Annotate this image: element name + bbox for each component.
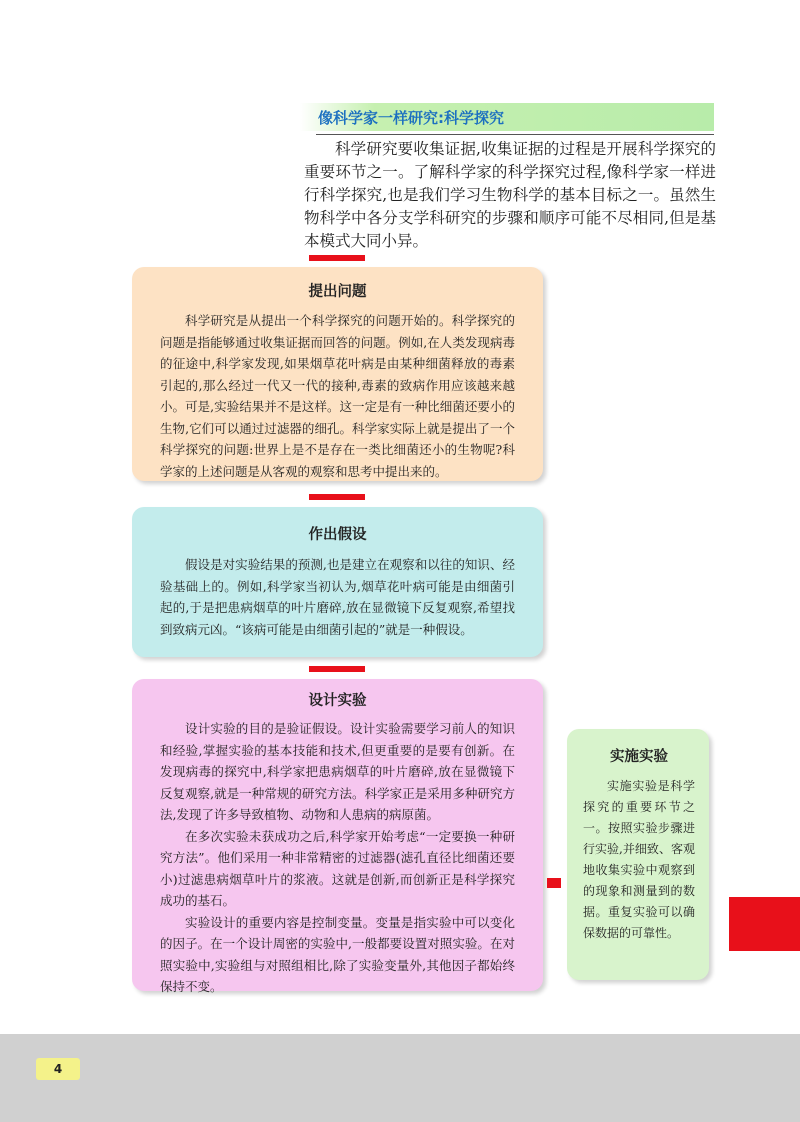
step-title: 设计实验 bbox=[308, 693, 367, 709]
section-title: 像科学家一样研究:科学探究 bbox=[318, 109, 504, 127]
step-title: 提出问题 bbox=[308, 284, 367, 300]
step-paragraph: 实验设计的重要内容是控制变量。变量是指实验中可以变化的因子。在一个设计周密的实验中,一般都要设置对照实验。在对照实验中,实验组与对照组相比,除了实验变量外,其他因子都始终保持不变。 bbox=[160, 914, 515, 994]
header-underline bbox=[316, 134, 714, 135]
step-card-design-experiment bbox=[132, 679, 543, 994]
page-number: 4 bbox=[36, 1058, 80, 1080]
section-header bbox=[300, 103, 714, 131]
step-paragraph: 实施实验是科学探究的重要环节之一。按照实验步骤进行实验,并细致、客观地收集实验中观察到的现象和测量到的数据。重复实验可以确保数据的可靠性。 bbox=[583, 779, 695, 940]
step-card-hypothesis bbox=[132, 507, 543, 657]
step-paragraph: 假设是对实验结果的预测,也是建立在观察和以往的知识、经验基础上的。例如,科学家当初认为,烟草花叶病可能是由细菌引起的,于是把患病烟草的叶片磨碎,放在显微镜下反复观察,希望找到致病元凶。“该病可能是由细菌引起的”就是一种假设。 bbox=[160, 557, 515, 637]
connector-bar-3 bbox=[309, 666, 365, 672]
step-card-conduct-experiment bbox=[567, 729, 709, 980]
connector-bar-2 bbox=[309, 494, 365, 500]
step-paragraph: 在多次实验未获成功之后,科学家开始考虑“一定要换一种研究方法”。他们采用一种非常精密的过滤器(滤孔直径比细菌还要小)过滤患病烟草叶片的浆液。这就是创新,而创新正是科学探究成功的基石。 bbox=[160, 828, 515, 908]
intro-paragraph: 科学研究要收集证据,收集证据的过程是开展科学探究的重要环节之一。了解科学家的科学探究过程,像科学家一样进行科学探究,也是我们学习生物科学的基本目标之一。虽然生物科学中各分支学科研究的步骤和顺序可能不尽相同,但是基本模式大同小异。 bbox=[304, 140, 716, 250]
step-paragraph: 设计实验的目的是验证假设。设计实验需要学习前人的知识和经验,掌握实验的基本技能和技术,但更重要的是要有创新。在发现病毒的探究中,科学家把患病烟草的叶片磨碎,放在显微镜下反复观察,就是一种常规的研究方法。科学家正是采用多种研究方法,发现了许多导致植物、动物和人患病的病原菌。 bbox=[160, 721, 515, 822]
step-title: 作出假设 bbox=[308, 527, 367, 543]
step-card-ask-question bbox=[132, 267, 543, 481]
connector-bar-4 bbox=[547, 878, 561, 888]
connector-bar-1 bbox=[309, 255, 365, 261]
step-paragraph: 科学研究是从提出一个科学探究的问题开始的。科学探究的问题是指能够通过收集证据而回答的问题。例如,在人类发现病毒的征途中,科学家发现,如果烟草花叶病是由某种细菌释放的毒素引起的,那么经过一代又一代的接种,毒素的致病作用应该越来越小。可是,实验结果并不是这样。这一定是有一种比细菌还要小的生物,它们可以通过过滤器的细孔。科学家实际上就是提出了一个科学探究的问题:世界上是不是存在一类比细菌还小的生物呢?科学家的上述问题是从客观的观察和思考中提出来的。 bbox=[160, 313, 515, 479]
footer-band bbox=[0, 1034, 800, 1122]
side-red-block bbox=[729, 897, 800, 951]
step-title: 实施实验 bbox=[610, 749, 668, 765]
